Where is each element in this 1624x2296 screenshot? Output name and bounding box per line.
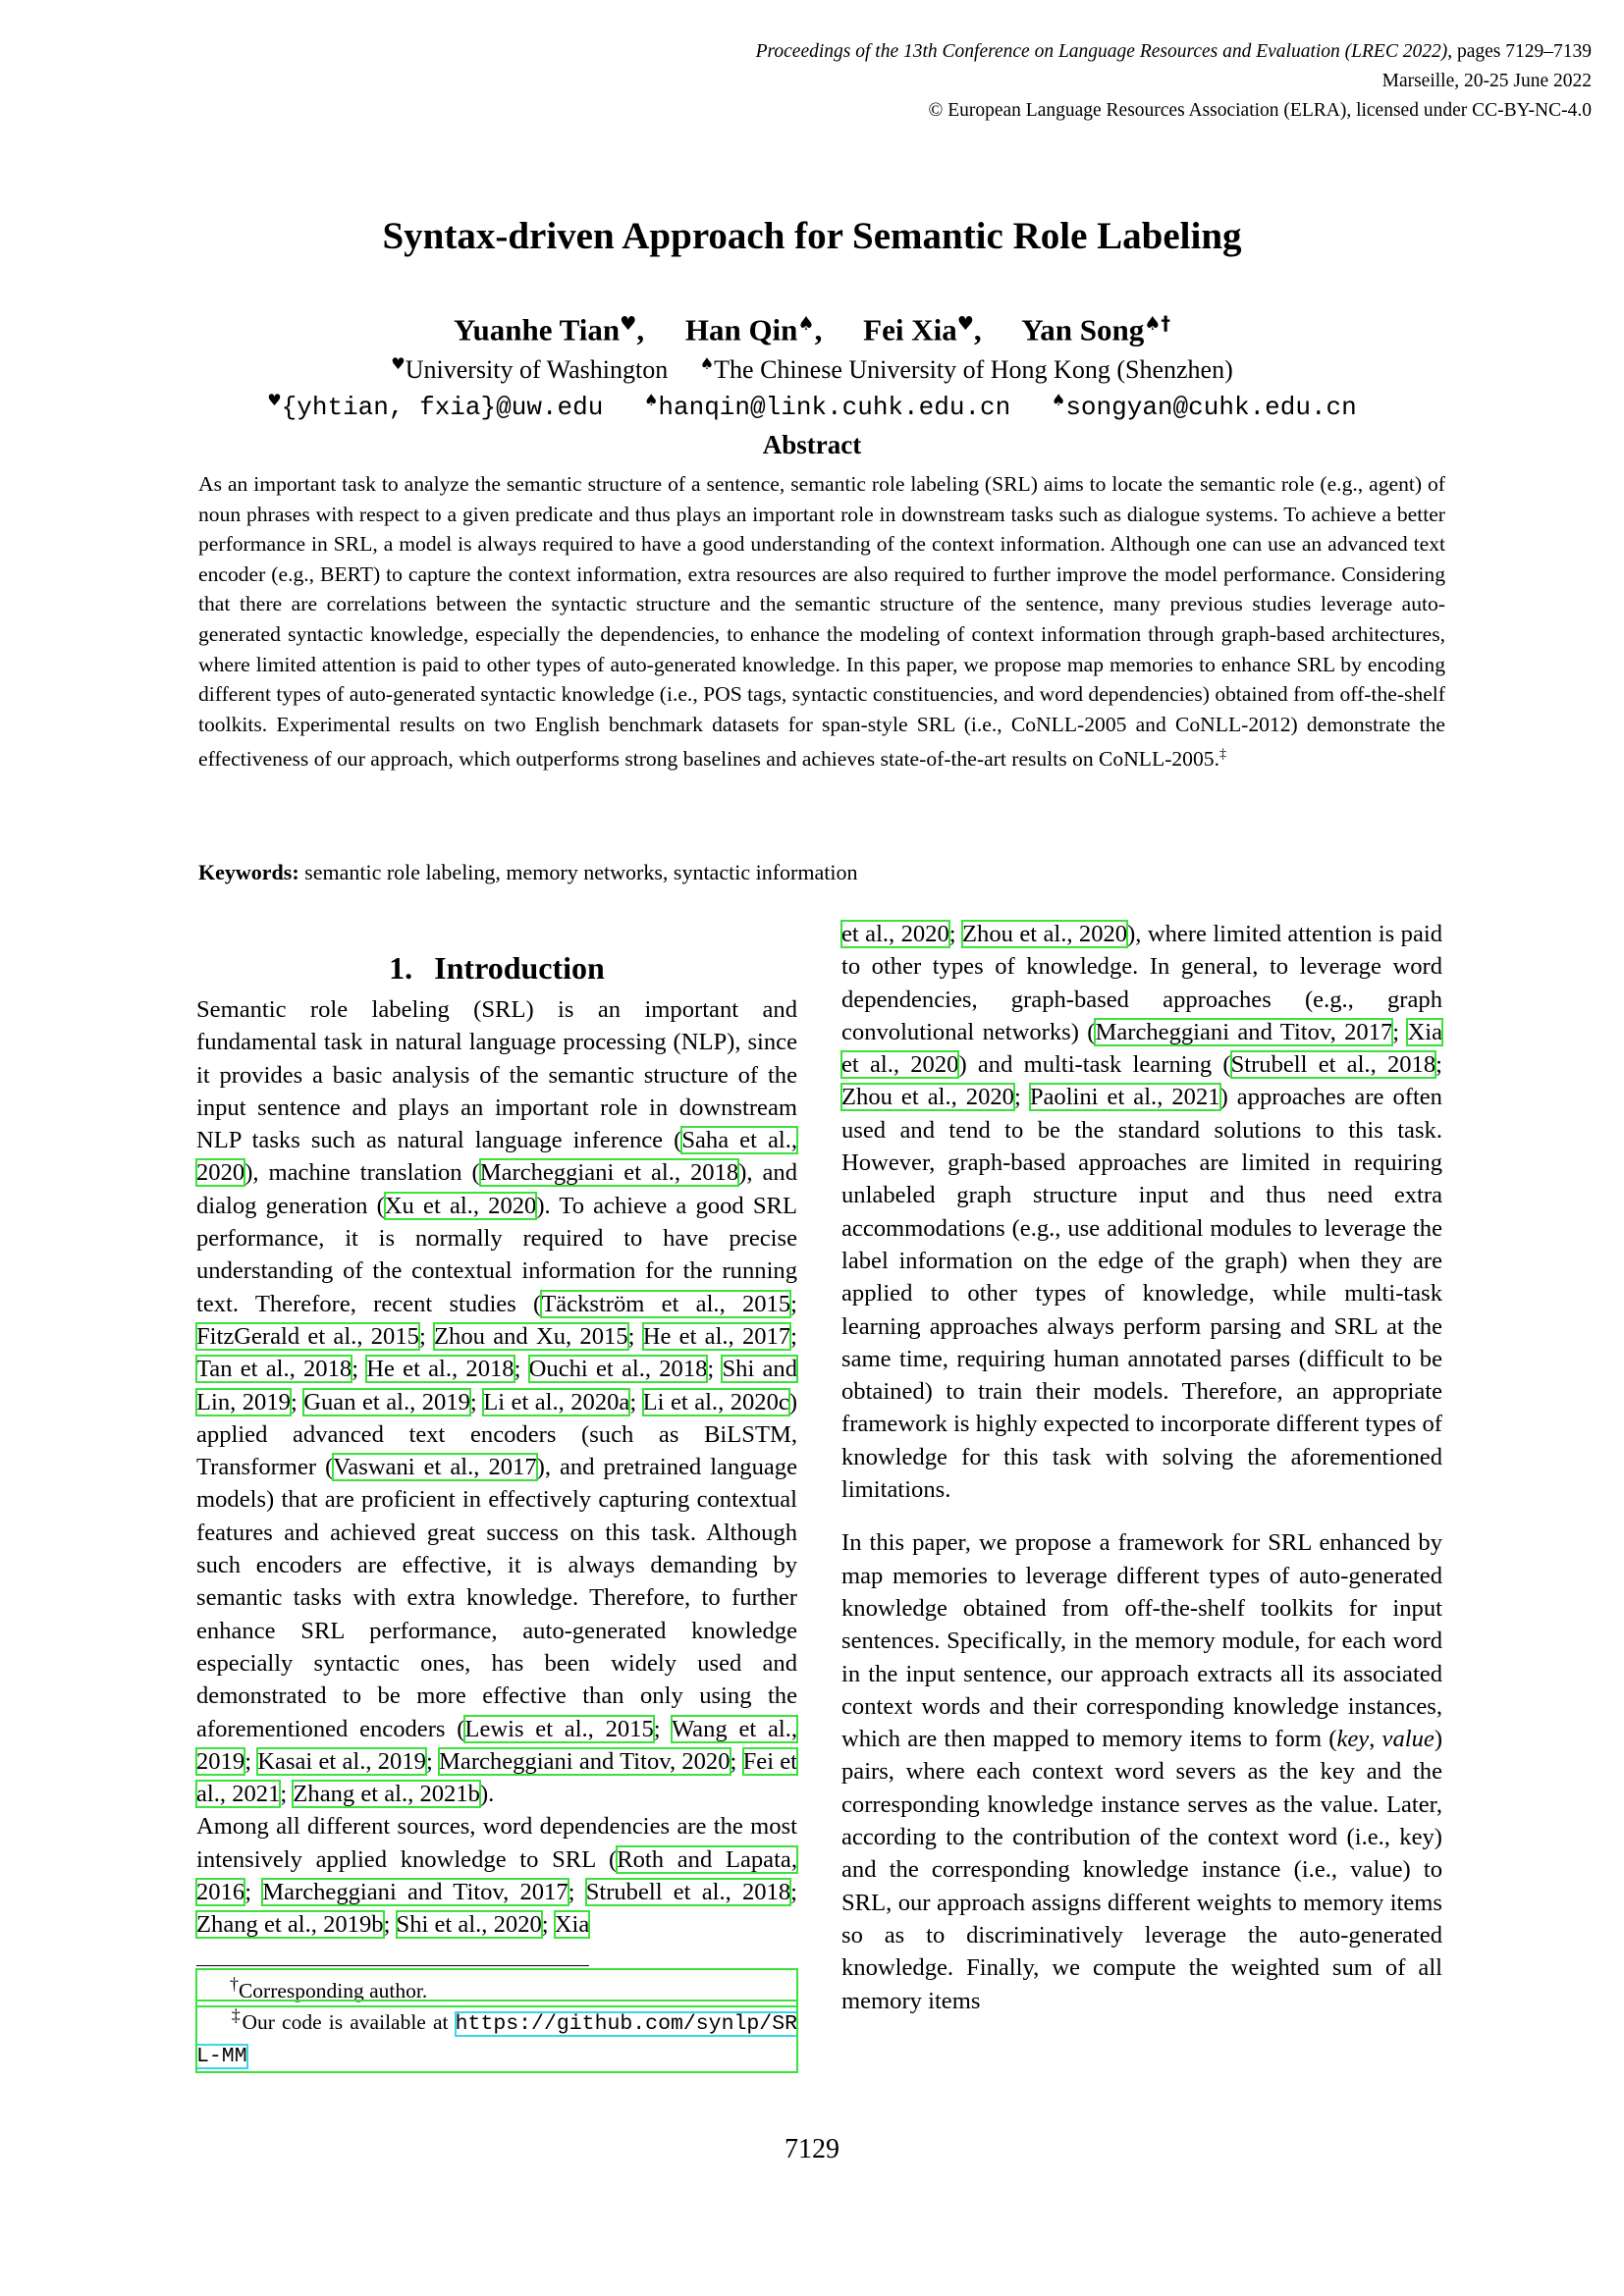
intro-paragraph: Among all different sources, word dependencies are the most intensively applied knowledge to SRL (Roth and Lapata, 2016; Marcheggiani and Titov, 2017; Strubell et al., 2018; Zhang et al., 2019b; Shi et al., 2020; Xia xyxy=(196,1813,797,1939)
affiliation-mark: ♠ xyxy=(643,391,659,409)
citation-link[interactable]: Saha et al., 2020 xyxy=(196,1127,797,1187)
citation-link[interactable]: Zhou et al., 2020 xyxy=(962,921,1128,947)
author-emails xyxy=(0,391,1624,422)
intro-paragraph: In this paper, we propose a framework for SRL enhanced by map memories to leverage different types of auto-generated knowledge obtained from off-the-shelf toolkits for input sentences. Specifically, in the memory module, for each word in the input sentence, our approach extracts all its associated context words and their corresponding knowledge instances, which are then mapped to memory items to form (key, value) pairs, where each context word severs as the key and the corresponding knowledge instance serves as the value. Later, according to the contribution of the context word (i.e., key) and the corresponding knowledge instance (i.e., value) to SRL, our approach assigns different weights to memory items so as to discriminatively leverage the auto-generated knowledge. Finally, we compute the weighted sum of all memory items xyxy=(841,1529,1443,2014)
affiliations xyxy=(0,354,1624,385)
intro-paragraph: et al., 2020; Zhou et al., 2020), where limited attention is paid to other types of knowledge. In general, to leverage word dependencies, graph-based approaches (e.g., graph convolutional networks) (Marcheggiani and Titov, 2017; Xia et al., 2020) and multi-task learning (Strubell et al., 2018; Zhou et al., 2020; Paolini et al., 2021) approaches are often used and tend to be the standard solutions to this task. However, graph-based approaches are limited in requiring unlabeled graph structure input and thus need extra accommodations (e.g., use additional modules to leverage the label information on the edge of the graph) when they are applied to other types of knowledge, while multi-task learning approaches always perform parsing and SRL at the same time, requiring human annotated parses (difficult to be obtained) to train their models. Therefore, an appropriate framework is highly expected to incorporate different types of knowledge for this task with solving the aforementioned limitations. xyxy=(841,921,1442,1504)
author-name: Fei Xia xyxy=(863,312,957,347)
citation-link[interactable]: Guan et al., 2019 xyxy=(303,1388,470,1415)
section-title: Introduction xyxy=(434,950,605,986)
citation-link[interactable]: Ouchi et al., 2018 xyxy=(528,1356,708,1383)
citation-link[interactable]: Shi and Lin, 2019 xyxy=(196,1356,798,1415)
footnote-rule xyxy=(196,1965,589,1966)
keywords-label: Keywords: xyxy=(198,860,299,884)
citation-link[interactable]: Roth and Lapata, 2016 xyxy=(196,1845,797,1906)
affiliation-mark: ♠ xyxy=(797,312,815,335)
footnote-mark: ‡ xyxy=(1218,746,1226,763)
keywords-text: semantic role labeling, memory networks, syntactic information xyxy=(304,860,858,884)
citation-link[interactable]: Wang et al., 2019 xyxy=(196,1715,797,1775)
citation-link[interactable]: Strubell et al., 2018 xyxy=(585,1879,791,1906)
citation-link[interactable]: He et al., 2018 xyxy=(366,1356,514,1383)
email-address: {yhtian, fxia}@uw.edu xyxy=(281,392,604,422)
citation-link[interactable]: Li et al., 2020c xyxy=(642,1388,789,1415)
email-address: songyan@cuhk.edu.cn xyxy=(1065,392,1357,422)
citation-link[interactable]: Marcheggiani and Titov, 2017 xyxy=(1095,1018,1393,1045)
left-column xyxy=(196,950,797,1942)
citation-link[interactable]: Tan et al., 2018 xyxy=(196,1356,352,1383)
citation-link[interactable]: Strubell et al., 2018 xyxy=(1230,1051,1436,1079)
author-name: Han Qin xyxy=(684,312,798,347)
citation-link[interactable]: Li et al., 2020a xyxy=(483,1388,630,1415)
affiliation-name: University of Washington xyxy=(405,354,669,384)
intro-paragraph: Semantic role labeling (SRL) is an important and fundamental task in natural language processing (NLP), since it provides a basic analysis of the semantic structure of the input sentence and plays an important role in downstream NLP tasks such as natural language inference (Saha et al., 2020), machine translation (Marcheggiani et al., 2018), and dialog generation (Xu et al., 2020). To achieve a good SRL performance, it is normally required to have precise understanding of the contextual information for the running text. Therefore, recent studies (Täckström et al., 2015; FitzGerald et al., 2015; Zhou and Xu, 2015; He et al., 2017; Tan et al., 2018; He et al., 2018; Ouchi et al., 2018; Shi and Lin, 2019; Guan et al., 2019; Li et al., 2020a; Li et al., 2020c) applied advanced text encoders (such as BiLSTM, Transformer (Vaswani et al., 2017), and pretrained language models) that are proficient in effectively capturing contextual features and achieved great success on this task. Although such encoders are effective, it is always demanding by semantic tasks with extra knowledge. Therefore, to further enhance SRL performance, auto-generated knowledge especially syntactic ones, has been widely used and demonstrated to be more effective than only using the aforementioned encoders (Lewis et al., 2015; Wang et al., 2019; Kasai et al., 2019; Marcheggiani and Titov, 2020; Fei et al., 2021; Zhang et al., 2021b). xyxy=(196,996,798,1808)
page-number: 7129 xyxy=(785,2134,839,2164)
abstract-body xyxy=(198,469,1445,774)
footnote-mark: † xyxy=(230,1974,239,1994)
keywords xyxy=(198,860,857,885)
affiliation-mark: ♥ xyxy=(620,312,637,335)
author-name: Yuanhe Tian xyxy=(453,312,621,347)
citation-link[interactable]: Marcheggiani et al., 2018 xyxy=(479,1159,739,1187)
footnote-text: Corresponding author. xyxy=(238,1979,428,2003)
citation-link[interactable]: Vaswani et al., 2017 xyxy=(333,1454,537,1481)
emphasis: value xyxy=(1381,1726,1435,1753)
citation-link[interactable]: Täckström et al., 2015 xyxy=(541,1290,791,1317)
citation-link[interactable]: Lewis et al., 2015 xyxy=(464,1715,654,1742)
footnote-text: Our code is available at xyxy=(242,2010,456,2035)
abstract-text: As an important task to analyze the semantic structure of a sentence, semantic role labeling (SRL) aims to locate the semantic role (e.g., agent) of noun phrases with respect to a given predicate and thus plays an important role in downstream tasks such as dialogue systems. To achieve a better performance in SRL, a model is always required to have a good understanding of the context information. Although one can use an advanced text encoder (e.g., BERT) to capture the context information, extra resources are also required to further improve the model performance. Considering that there are correlations between the syntactic structure and the semantic structure of the sentence, many previous studies leverage auto-generated syntactic knowledge, especially the dependencies, to enhance the modeling of context information through graph-based architectures, where limited attention is paid to other types of auto-generated knowledge. In this paper, we propose map memories to enhance SRL by encoding different types of auto-generated syntactic knowledge (i.e., POS tags, syntactic constituencies, and word dependencies) obtained from off-the-shelf toolkits. Experimental results on two English benchmark datasets for span-style SRL (i.e., CoNLL-2005 and CoNLL-2012) demonstrate the effectiveness of our approach, which outperforms strong baselines and achieves state-of-the-art results on CoNLL-2005. xyxy=(198,472,1445,772)
proceedings-license: © European Language Resources Association (ELRA), licensed under CC-BY-NC-4.0 xyxy=(928,100,1592,121)
email-address: hanqin@link.cuhk.edu.cn xyxy=(658,392,1011,422)
footnote xyxy=(196,2001,797,2072)
proceedings-pages: , pages 7129–7139 xyxy=(1447,41,1592,62)
citation-link[interactable]: et al., 2020 xyxy=(841,921,949,947)
affiliation-mark: ♠ xyxy=(1051,391,1066,409)
affiliation-mark: ♥ xyxy=(391,354,406,373)
code-link[interactable]: https://github.com/synlp/SRL-MM xyxy=(196,2012,797,2069)
proceedings-header xyxy=(756,37,1592,126)
affiliation-mark: ♠† xyxy=(1144,312,1171,335)
paper-title: Syntax-driven Approach for Semantic Role Labeling xyxy=(382,215,1242,257)
citation-link[interactable]: Marcheggiani and Titov, 2020 xyxy=(439,1747,731,1775)
citation-link[interactable]: Paolini et al., 2021 xyxy=(1029,1084,1220,1111)
right-column xyxy=(841,918,1442,2017)
citation-link[interactable]: FitzGerald et al., 2015 xyxy=(196,1322,419,1350)
citation-link[interactable]: Xu et al., 2020 xyxy=(384,1192,537,1219)
section-heading xyxy=(196,950,797,986)
citation-link[interactable]: Xia xyxy=(554,1911,590,1939)
affiliation-mark: ♥ xyxy=(956,312,974,335)
citation-link[interactable]: Zhang et al., 2021b xyxy=(293,1781,480,1808)
proceedings-venue: Proceedings of the 13th Conference on Language Resources and Evaluation (LREC 2022) xyxy=(755,41,1448,62)
author-name: Yan Song xyxy=(1021,312,1145,347)
affiliation-mark: ♥ xyxy=(267,391,282,409)
proceedings-location: Marseille, 20-25 June 2022 xyxy=(1381,71,1592,91)
citation-link[interactable]: Xia et al., 2020 xyxy=(841,1018,1442,1079)
affiliation-mark: ♠ xyxy=(699,354,715,373)
citation-link[interactable]: Marcheggiani and Titov, 2017 xyxy=(262,1879,568,1906)
citation-link[interactable]: Shi et al., 2020 xyxy=(396,1911,542,1939)
citation-link[interactable]: Zhou et al., 2020 xyxy=(841,1084,1014,1111)
citation-link[interactable]: Zhou and Xu, 2015 xyxy=(434,1322,628,1350)
citation-link[interactable]: Kasai et al., 2019 xyxy=(257,1747,426,1775)
section-number: 1. xyxy=(389,950,413,986)
citation-link[interactable]: He et al., 2017 xyxy=(642,1322,791,1350)
emphasis: key xyxy=(1336,1726,1370,1753)
author-list: Yuanhe Tian♥, Han Qin♠, Fei Xia♥, Yan Song♠† xyxy=(453,312,1171,347)
affiliation-name: The Chinese University of Hong Kong (Shenzhen) xyxy=(714,354,1233,384)
citation-link[interactable]: Fei et al., 2021 xyxy=(196,1747,798,1808)
citation-link[interactable]: Zhang et al., 2019b xyxy=(196,1911,384,1939)
footnote-mark: ‡ xyxy=(230,2005,243,2025)
abstract-heading: Abstract xyxy=(762,430,862,459)
